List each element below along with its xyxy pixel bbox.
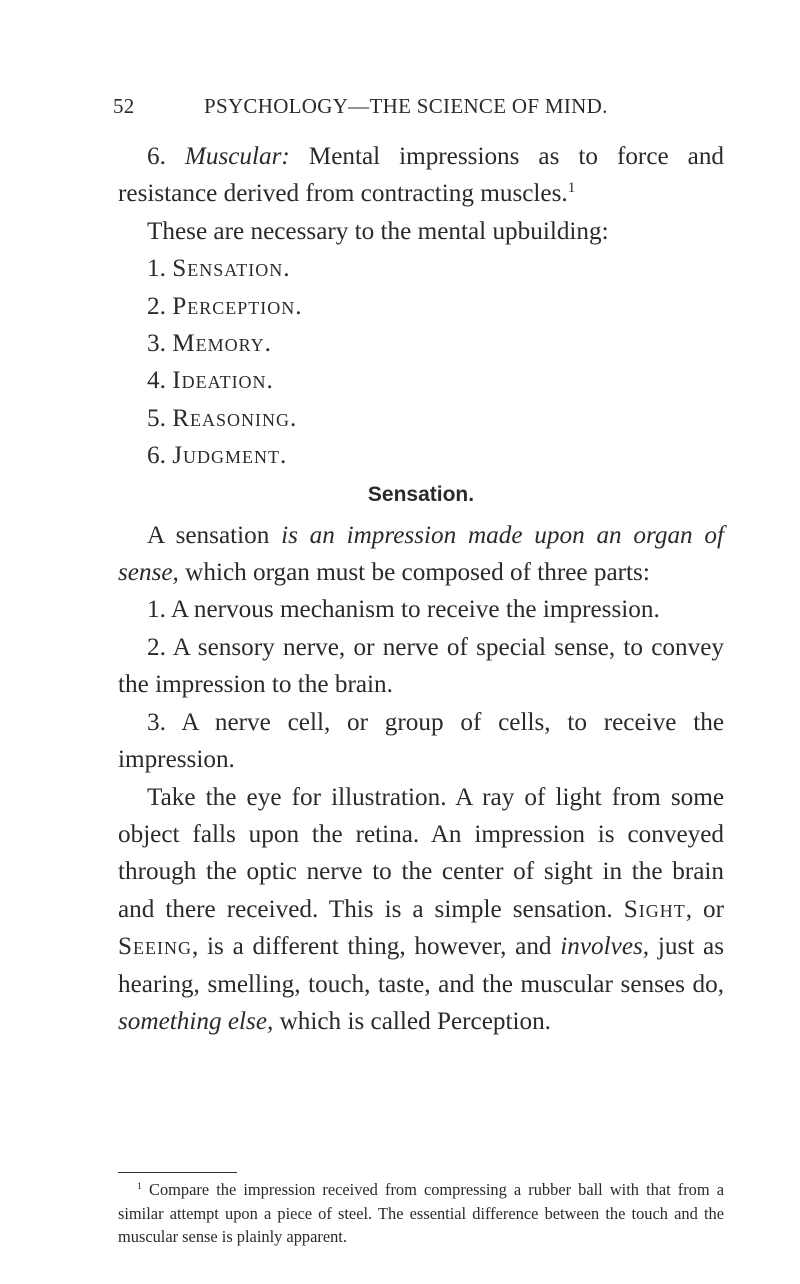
page-header <box>113 94 733 124</box>
muscular-term: Muscular: <box>184 143 290 170</box>
faculty-number: 5. <box>147 404 166 432</box>
paragraph-text-c: just as hearing, smelling, touch, taste, and the muscular senses do, <box>118 933 724 998</box>
faculty-item <box>118 400 724 437</box>
paragraph-text-d: which is called Perception. <box>273 1007 551 1035</box>
muscular-item <box>118 138 724 213</box>
faculty-item <box>118 325 724 362</box>
faculty-label: Ideation. <box>172 367 274 395</box>
part-text: A sensory nerve, or nerve of special sense, to convey the impression to the brain. <box>118 633 724 699</box>
illustration-paragraph <box>118 779 724 1041</box>
part-number: 2. <box>147 633 166 661</box>
part-item <box>118 629 724 704</box>
footnote <box>118 1178 724 1249</box>
running-title: PSYCHOLOGY—THE SCIENCE OF MIND. <box>204 94 608 118</box>
paragraph-text: Take the eye for illustration. A ray of light from some object falls upon the retina. An impression is conveyed through the optic nerve to the center of sight in the brain and there received. This is a simple sensation. <box>118 783 724 923</box>
footnote-divider <box>118 1172 237 1173</box>
sight-term: Sight <box>623 895 686 923</box>
part-item <box>118 591 724 628</box>
faculty-label: Memory. <box>172 330 272 358</box>
part-text: A nerve cell, or group of cells, to receive the impression. <box>118 708 724 774</box>
involves-term: involves, <box>560 933 650 961</box>
faculty-number: 3. <box>147 330 166 358</box>
paragraph-text-b: , is a different thing, however, and <box>192 933 561 961</box>
faculty-label: Judgment. <box>172 442 288 470</box>
faculty-number: 4. <box>147 367 166 395</box>
faculty-number: 6. <box>147 442 166 470</box>
sensation-definition <box>118 517 724 592</box>
part-item <box>118 704 724 779</box>
faculty-label: Perception. <box>172 292 303 320</box>
seeing-term: Seeing <box>118 933 192 961</box>
faculty-label: Reasoning. <box>172 404 298 432</box>
definition-text: A sensation <box>147 521 282 549</box>
faculty-number: 2. <box>147 292 166 320</box>
faculty-item <box>118 437 724 474</box>
something-else-term: something else, <box>118 1007 274 1035</box>
muscular-item-number: 6. <box>147 143 166 170</box>
muscular-text: Mental impressions as to force and resistance derived from contracting muscles. <box>118 143 725 208</box>
faculty-item <box>118 250 724 287</box>
faculty-item <box>118 362 724 399</box>
faculty-item <box>118 288 724 325</box>
or-text: , or <box>685 895 725 923</box>
section-heading: Sensation. <box>367 482 475 506</box>
necessary-line: These are necessary to the mental upbuilding: <box>147 217 609 245</box>
definition-rest: which organ must be composed of three parts: <box>178 559 650 587</box>
part-number: 1. <box>147 596 166 624</box>
faculty-label: Sensation. <box>172 255 291 283</box>
definition-italic: is an impression made upon an organ of sense, <box>118 521 724 587</box>
footnote-reference: 1 <box>567 180 576 197</box>
body-text <box>118 138 724 1040</box>
page-number: 52 <box>113 94 135 118</box>
footnote-marker: 1 <box>137 1181 142 1193</box>
faculty-number: 1. <box>147 255 166 283</box>
footnote-text: Compare the impression received from compressing a rubber ball with that from a similar attempt upon a piece of steel. The essential difference between the touch and the muscular sense is plainly apparent. <box>118 1180 724 1246</box>
part-number: 3. <box>147 708 166 736</box>
part-text: A nervous mechanism to receive the impression. <box>170 596 660 624</box>
